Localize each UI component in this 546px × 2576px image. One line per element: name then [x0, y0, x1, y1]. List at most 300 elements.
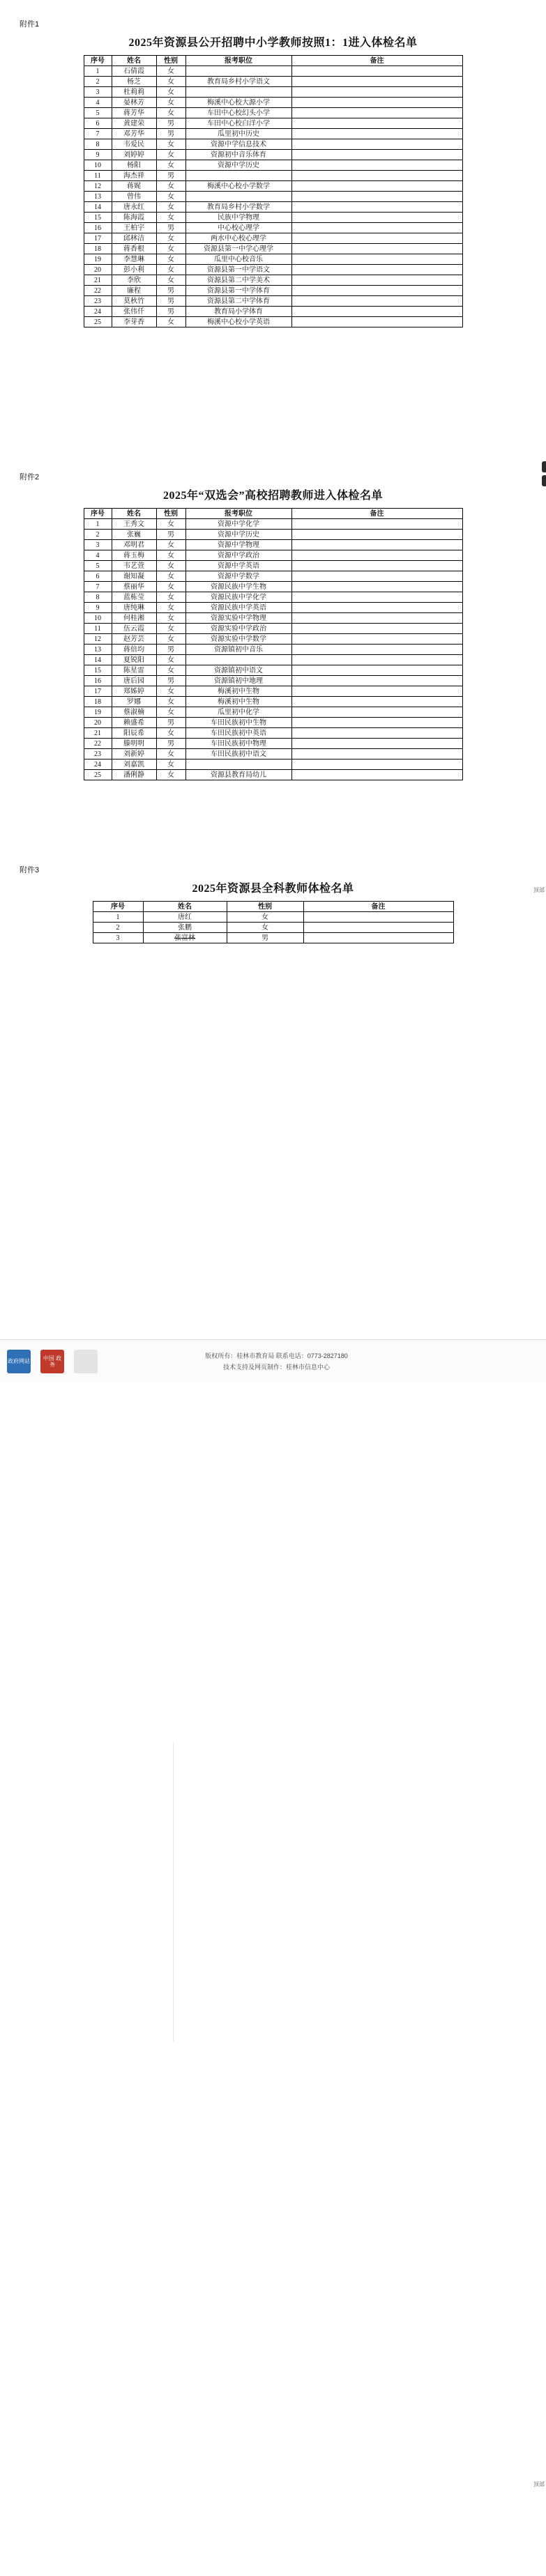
cell-name: 夏锐阳 [112, 655, 156, 665]
cell-note [291, 540, 462, 550]
cell-post: 梅溪初中生物 [185, 686, 291, 697]
cell-sex: 男 [156, 530, 185, 540]
cell-sex: 女 [156, 686, 185, 697]
cell-no: 13 [84, 645, 112, 655]
footer-badge-group [7, 1350, 146, 1373]
attachment-1-section [0, 10, 546, 327]
cell-sex: 男 [156, 296, 185, 307]
table-row [84, 540, 462, 550]
section-gap-2 [0, 780, 546, 839]
cell-no: 23 [84, 296, 112, 307]
cell-name: 海杰祥 [112, 171, 156, 181]
cell-post: 教育局乡村小学语文 [185, 77, 291, 87]
table-row [84, 770, 462, 780]
cell-note [291, 286, 462, 296]
footer-copyright [146, 1350, 407, 1373]
table-row [84, 202, 462, 213]
table-row [84, 129, 462, 139]
table-row [84, 707, 462, 718]
cell-note [291, 118, 462, 129]
table-row [84, 77, 462, 87]
table-row [84, 317, 462, 327]
cell-post: 车田民族初中语文 [185, 749, 291, 759]
table-row [84, 160, 462, 171]
cell-post: 教育局乡村小学数学 [185, 202, 291, 213]
cell-post: 资源民族中学生物 [185, 582, 291, 592]
cell-no: 3 [93, 933, 143, 943]
cell-note [291, 317, 462, 327]
cell-no: 12 [84, 634, 112, 645]
attachment-3-table [93, 901, 454, 943]
cell-note [291, 213, 462, 223]
table-row [93, 912, 453, 923]
cell-sex: 女 [156, 254, 185, 265]
cell-post: 车田民族初中物理 [185, 739, 291, 749]
cell-note [291, 561, 462, 571]
cell-sex: 男 [156, 718, 185, 728]
cell-note [291, 307, 462, 317]
cell-no: 25 [84, 770, 112, 780]
cell-no: 21 [84, 275, 112, 286]
cell-no: 22 [84, 286, 112, 296]
cell-no: 25 [84, 317, 112, 327]
cell-sex: 女 [156, 181, 185, 192]
table-row [84, 697, 462, 707]
cell-sex: 男 [156, 223, 185, 233]
cell-post: 资源中学政治 [185, 550, 291, 561]
col-header-note: 备注 [303, 902, 453, 912]
cell-post: 资源中学物理 [185, 540, 291, 550]
cell-note [291, 759, 462, 770]
col-header-no: 序号 [84, 56, 112, 66]
table-row [84, 108, 462, 118]
table-row [84, 759, 462, 770]
cell-no: 7 [84, 129, 112, 139]
cell-no: 4 [84, 98, 112, 108]
cell-no: 1 [93, 912, 143, 923]
table-row [93, 933, 453, 943]
cell-name: 蒋娓 [112, 181, 156, 192]
cell-no: 21 [84, 728, 112, 739]
table-row [84, 192, 462, 202]
table-row [84, 686, 462, 697]
cell-name: 何桂湘 [112, 613, 156, 624]
cell-note [291, 223, 462, 233]
cell-name: 唐红 [143, 912, 227, 923]
cell-no: 14 [84, 655, 112, 665]
cell-post: 瓜里初中化学 [185, 707, 291, 718]
cell-post: 资源县第二中学体育 [185, 296, 291, 307]
cell-no: 15 [84, 213, 112, 223]
cell-sex: 女 [156, 707, 185, 718]
cell-name: 韦爱民 [112, 139, 156, 150]
cell-sex: 女 [156, 582, 185, 592]
table-row [84, 213, 462, 223]
table-row [84, 150, 462, 160]
cell-note [291, 275, 462, 286]
cell-note [291, 718, 462, 728]
table-row [84, 749, 462, 759]
cell-no: 6 [84, 118, 112, 129]
table-header-row [84, 509, 462, 519]
cell-name: 李欣 [112, 275, 156, 286]
cell-no: 3 [84, 540, 112, 550]
cell-sex: 女 [156, 697, 185, 707]
cell-sex: 女 [156, 317, 185, 327]
cell-name: 罗娜 [112, 697, 156, 707]
cell-note [291, 244, 462, 254]
cell-post: 资源中学历史 [185, 160, 291, 171]
cell-no: 22 [84, 739, 112, 749]
cell-post: 教育局小学体育 [185, 307, 291, 317]
table-row [84, 676, 462, 686]
section-gap-1 [0, 327, 546, 446]
cell-note [291, 87, 462, 98]
cell-no: 19 [84, 254, 112, 265]
cell-post: 资源县第一中学语文 [185, 265, 291, 275]
cell-no: 11 [84, 624, 112, 634]
col-header-sex: 性别 [156, 56, 185, 66]
cell-post: 梅溪中心校小学英语 [185, 317, 291, 327]
cell-note [291, 707, 462, 718]
side-note-bottom: 顶部 [533, 2481, 545, 2488]
page-edge-marker-bottom [542, 475, 546, 486]
cell-no: 10 [84, 160, 112, 171]
cell-name: 蓝栋莹 [112, 592, 156, 603]
table-row [84, 582, 462, 592]
cell-no: 23 [84, 749, 112, 759]
cell-note [291, 655, 462, 665]
placeholder-badge[interactable] [74, 1350, 98, 1373]
col-header-name: 姓名 [112, 56, 156, 66]
cell-sex: 女 [156, 150, 185, 160]
gov-website-badge[interactable]: 政府网站 [7, 1350, 31, 1373]
cell-no: 11 [84, 171, 112, 181]
cell-no: 9 [84, 603, 112, 613]
cell-sex: 女 [156, 519, 185, 530]
cell-post: 车田中心校幻头小学 [185, 108, 291, 118]
cell-name: 陈星雷 [112, 665, 156, 676]
cell-no: 6 [84, 571, 112, 582]
table-row [84, 728, 462, 739]
cell-note [291, 676, 462, 686]
cell-no: 1 [84, 66, 112, 77]
table-row [84, 265, 462, 275]
cell-sex: 女 [156, 603, 185, 613]
cell-no: 8 [84, 592, 112, 603]
footer-line-1: 版权所有：桂林市教育局 联系电话：0773-2827180 [205, 1352, 348, 1359]
cell-sex: 女 [156, 192, 185, 202]
cell-sex: 女 [156, 613, 185, 624]
cell-post: 中心校心理学 [185, 223, 291, 233]
table-row [84, 307, 462, 317]
cell-name: 杜莉莉 [112, 87, 156, 98]
cell-note [291, 530, 462, 540]
cell-note [291, 171, 462, 181]
cell-no: 20 [84, 265, 112, 275]
cell-note [291, 296, 462, 307]
table-header-row [84, 56, 462, 66]
cell-name: 邱林洁 [112, 233, 156, 244]
cell-name: 赖盛希 [112, 718, 156, 728]
cell-sex: 男 [156, 118, 185, 129]
cell-post: 资源民族中学英语 [185, 603, 291, 613]
cell-no: 8 [84, 139, 112, 150]
cell-sex: 女 [156, 550, 185, 561]
table-row [84, 181, 462, 192]
cell-post: 资源中学历史 [185, 530, 291, 540]
cell-sex: 女 [156, 624, 185, 634]
col-header-post: 报考职位 [185, 509, 291, 519]
cell-note [291, 770, 462, 780]
cell-no: 20 [84, 718, 112, 728]
cell-name: 蔡淑楠 [112, 707, 156, 718]
cell-no: 7 [84, 582, 112, 592]
cell-name: 刘新婷 [112, 749, 156, 759]
page-fold-line [173, 1742, 174, 2042]
table-row [84, 718, 462, 728]
cell-note [291, 624, 462, 634]
cell-name: 张富林 [143, 933, 227, 943]
cell-note [291, 592, 462, 603]
table-row [84, 550, 462, 561]
col-header-sex: 性别 [227, 902, 303, 912]
cell-post: 民族中学物理 [185, 213, 291, 223]
table-row [84, 233, 462, 244]
cell-note [291, 739, 462, 749]
cell-note [291, 749, 462, 759]
cell-no: 4 [84, 550, 112, 561]
col-header-note: 备注 [291, 509, 462, 519]
cell-no: 10 [84, 613, 112, 624]
cell-name: 滕明明 [112, 739, 156, 749]
cell-no: 17 [84, 686, 112, 697]
col-header-no: 序号 [84, 509, 112, 519]
cell-sex: 女 [156, 571, 185, 582]
cell-no: 2 [84, 530, 112, 540]
cell-sex: 女 [227, 912, 303, 923]
cell-note [291, 519, 462, 530]
cell-sex: 女 [156, 87, 185, 98]
cell-note [291, 150, 462, 160]
cell-name: 郑姊婷 [112, 686, 156, 697]
cell-note [291, 108, 462, 118]
cell-name: 黄建荣 [112, 118, 156, 129]
attachment-1-title: 2025年资源县公开招聘中小学教师按照1：1进入体检名单 [128, 37, 418, 49]
cell-post: 资源县第一中学体育 [185, 286, 291, 296]
cell-post: 资源实验中学政治 [185, 624, 291, 634]
cell-no: 24 [84, 759, 112, 770]
table-row [84, 254, 462, 265]
cell-name: 张鹏 [143, 923, 227, 933]
cell-note [291, 550, 462, 561]
cell-note [303, 933, 453, 943]
cell-sex: 女 [156, 77, 185, 87]
cell-post [185, 171, 291, 181]
cell-post: 资源实验中学物理 [185, 613, 291, 624]
cell-note [291, 254, 462, 265]
cell-name: 赵芳芸 [112, 634, 156, 645]
cell-sex: 女 [156, 634, 185, 645]
cell-name: 李慧琳 [112, 254, 156, 265]
cell-post: 资源初中音乐体育 [185, 150, 291, 160]
footer-line-2: 技术支持及网页制作：桂林市信息中心 [222, 1363, 330, 1371]
table-row [84, 98, 462, 108]
cell-no: 2 [84, 77, 112, 87]
cell-name: 蒋倍均 [112, 645, 156, 655]
table-row [84, 530, 462, 540]
table-row [84, 665, 462, 676]
cell-name: 廉程 [112, 286, 156, 296]
cell-post: 资源中学英语 [185, 561, 291, 571]
cell-no: 16 [84, 676, 112, 686]
cell-no: 5 [84, 561, 112, 571]
attachment-2-table [84, 508, 463, 780]
cell-note [291, 571, 462, 582]
cell-note [291, 181, 462, 192]
cell-note [291, 603, 462, 613]
cell-name: 刘婷婷 [112, 150, 156, 160]
cell-post [185, 66, 291, 77]
cell-post: 资源镇初中地理 [185, 676, 291, 686]
cell-post [185, 87, 291, 98]
cell-post: 资源县第一中学心理学 [185, 244, 291, 254]
cell-name: 刘嘉凯 [112, 759, 156, 770]
side-note-top: 顶部 [533, 887, 545, 893]
cell-name: 石倩霞 [112, 66, 156, 77]
cell-name: 谢知凝 [112, 571, 156, 582]
cell-name: 王柏宇 [112, 223, 156, 233]
cell-post: 瓜里初中历史 [185, 129, 291, 139]
cell-sex: 女 [227, 923, 303, 933]
cell-name: 潘俐静 [112, 770, 156, 780]
table-row [84, 519, 462, 530]
cell-name: 蒋芳华 [112, 108, 156, 118]
cell-post: 资源中学数学 [185, 571, 291, 582]
cell-no: 16 [84, 223, 112, 233]
cell-sex: 女 [156, 244, 185, 254]
cell-no: 12 [84, 181, 112, 192]
cell-post: 资源民族中学化学 [185, 592, 291, 603]
attachment-3-title: 2025年资源县全科教师体检名单 [192, 883, 354, 895]
cell-sex: 女 [156, 749, 185, 759]
cell-name: 晏林芳 [112, 98, 156, 108]
cell-note [291, 139, 462, 150]
cell-note [291, 665, 462, 676]
table-row [84, 613, 462, 624]
cell-sex: 女 [156, 665, 185, 676]
cell-note [291, 77, 462, 87]
cell-note [291, 265, 462, 275]
cell-post: 资源中学化学 [185, 519, 291, 530]
cell-note [291, 634, 462, 645]
cell-name: 李芽香 [112, 317, 156, 327]
cell-no: 15 [84, 665, 112, 676]
cell-sex: 女 [156, 233, 185, 244]
cell-name: 韦艺萱 [112, 561, 156, 571]
cell-name: 唐永红 [112, 202, 156, 213]
cell-post: 资源中学信息技术 [185, 139, 291, 150]
col-header-post: 报考职位 [185, 56, 291, 66]
cell-name: 王秀文 [112, 519, 156, 530]
table-row [84, 592, 462, 603]
cell-no: 24 [84, 307, 112, 317]
cell-sex: 女 [156, 759, 185, 770]
cell-name: 蒋香根 [112, 244, 156, 254]
col-header-name: 姓名 [112, 509, 156, 519]
cell-sex: 男 [156, 286, 185, 296]
cell-sex: 女 [156, 160, 185, 171]
cell-sex: 女 [156, 265, 185, 275]
cell-note [291, 686, 462, 697]
cell-sex: 女 [156, 139, 185, 150]
cell-post: 梅溪中心校小学数学 [185, 181, 291, 192]
cell-name: 张巍 [112, 530, 156, 540]
cell-post: 梅溪中心校大源小学 [185, 98, 291, 108]
gov-service-badge[interactable]: 中国 政务 [40, 1350, 64, 1373]
cell-name: 唐后园 [112, 676, 156, 686]
cell-name: 邓芳华 [112, 129, 156, 139]
cell-no: 9 [84, 150, 112, 160]
cell-note [303, 923, 453, 933]
cell-no: 13 [84, 192, 112, 202]
cell-no: 1 [84, 519, 112, 530]
cell-note [291, 582, 462, 592]
cell-post: 资源县教育局幼儿 [185, 770, 291, 780]
cell-note [291, 697, 462, 707]
cell-post [185, 759, 291, 770]
cell-name: 阳辰希 [112, 728, 156, 739]
cell-no: 18 [84, 697, 112, 707]
cell-post: 资源镇初中音乐 [185, 645, 291, 655]
cell-post: 梅溪初中生物 [185, 697, 291, 707]
cell-post: 瓜里中心校音乐 [185, 254, 291, 265]
cell-sex: 女 [156, 202, 185, 213]
cell-sex: 女 [156, 108, 185, 118]
cell-no: 19 [84, 707, 112, 718]
col-header-name: 姓名 [143, 902, 227, 912]
col-header-sex: 性别 [156, 509, 185, 519]
cell-note [291, 66, 462, 77]
attachment-2-label: 附件2 [20, 473, 40, 481]
cell-post [185, 192, 291, 202]
attachment-1-label: 附件1 [20, 20, 40, 29]
table-row [84, 66, 462, 77]
cell-sex: 男 [156, 739, 185, 749]
col-header-no: 序号 [93, 902, 143, 912]
cell-sex: 男 [156, 676, 185, 686]
cell-name: 蔡丽华 [112, 582, 156, 592]
cell-sex: 女 [156, 728, 185, 739]
cell-no: 3 [84, 87, 112, 98]
table-row [84, 296, 462, 307]
attachment-2-section [0, 446, 546, 780]
cell-name: 曾伟 [112, 192, 156, 202]
table-row [84, 87, 462, 98]
cell-post [185, 655, 291, 665]
cell-name: 莫秋竹 [112, 296, 156, 307]
cell-sex: 女 [156, 540, 185, 550]
cell-sex: 女 [156, 98, 185, 108]
table-row [84, 286, 462, 296]
table-row [84, 139, 462, 150]
cell-no: 5 [84, 108, 112, 118]
cell-name: 杨芝 [112, 77, 156, 87]
cell-note [291, 202, 462, 213]
attachment-2-title: 2025年“双选会”高校招聘教师进入体检名单 [162, 490, 383, 502]
cell-note [291, 645, 462, 655]
cell-sex: 男 [227, 933, 303, 943]
